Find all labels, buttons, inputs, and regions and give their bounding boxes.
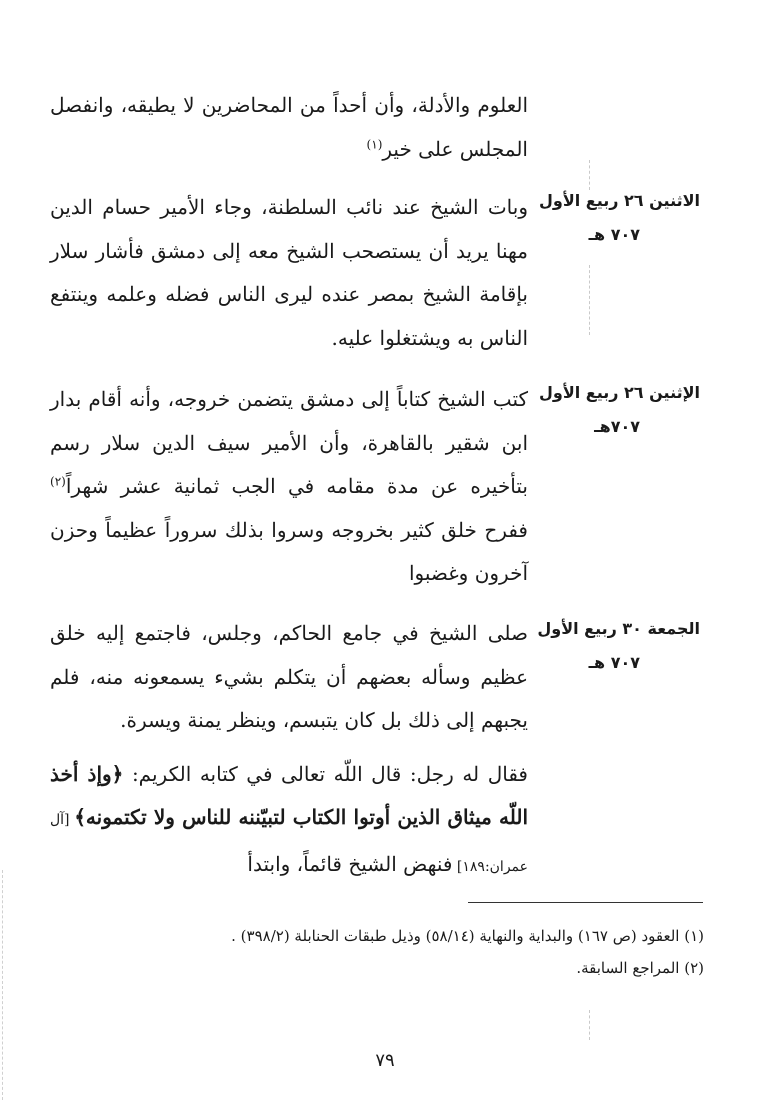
footnote: (٢) المراجع السابقة. bbox=[576, 959, 704, 977]
entry-date bbox=[525, 376, 700, 444]
entry-text bbox=[50, 186, 528, 360]
entry-date bbox=[525, 612, 700, 680]
date-day: الإثنين ٢٦ ربيع الأول bbox=[538, 383, 700, 402]
paragraph: صلى الشيخ في جامع الحاكم، وجلس، فاجتمع إليه خلق عظيم وسأله بعضهم أن يتكلم بشيء يسمعونه منه، فلم يجبهم إلى ذلك بل كان يتبسم، وينظر يمنة ويسرة. bbox=[50, 621, 528, 732]
page-number: ٧٩ bbox=[375, 1050, 395, 1071]
date-year: ٧٠٧هـ bbox=[594, 417, 640, 436]
date-year: ٧٠٧ هـ bbox=[588, 225, 640, 244]
entry-text bbox=[50, 378, 528, 596]
footnote-divider bbox=[468, 902, 703, 903]
quran-reference: [آل عمران:١٨٩] bbox=[50, 812, 528, 875]
paragraph: وبات الشيخ عند نائب السلطنة، وجاء الأمير حسام الدين مهنا يريد أن يستصحب الشيخ معه إلى دمشق فأشار سلار بإقامة الشيخ بمصر عنده ليرى الناس فضله وعلمه وينتفع الناس به ويشتغلوا عليه. bbox=[50, 195, 528, 350]
date-day: الاثنين ٢٦ ربيع الأول bbox=[538, 191, 700, 210]
scan-guide-line bbox=[589, 1010, 590, 1040]
date-year: ٧٠٧ هـ bbox=[588, 653, 640, 672]
footnote: (١) العقود (ص ١٦٧) والبداية والنهاية (٥٨/١٤) وذيل طبقات الحنابلة (٣٩٨/٢) . bbox=[231, 927, 704, 945]
footnotes bbox=[170, 920, 704, 984]
footnote-marker: (١) bbox=[366, 136, 383, 151]
date-day: الجمعة ٣٠ ربيع الأول bbox=[537, 619, 700, 638]
paragraph-quote: فقال له رجل: قال اللّه تعالى في كتابه الكريم: ﴿وإذ أخذ اللّه ميثاق الذين أوتوا الكتاب لتبيّننه للناس ولا تكتمونه﴾ [آل عمران:١٨٩] فنهض الشيخ قائماً، وابتدأ bbox=[50, 761, 529, 876]
entry-continuation bbox=[50, 84, 528, 171]
footnote-marker: (٢) bbox=[50, 474, 66, 489]
paragraph: كتب الشيخ كتاباً إلى دمشق يتضمن خروجه، وأنه أقام بدار ابن شقير بالقاهرة، وأن الأمير سيف الدين سلار رسم بتأخيره عن مدة مقامه في الجب ثمانية عشر شهراً$^{(٢)}$ ففرح خلق كثير بخروجه وسروا بذلك سروراً عظيماً وحزن آخرون وغضبوا bbox=[50, 387, 529, 585]
scan-edge-line bbox=[2, 870, 3, 1100]
paragraph: العلوم والأدلة، وأن أحداً من المحاضرين لا يطيقه، وانفصل المجلس على خير$^{(١)}$ bbox=[50, 93, 528, 161]
entry-text bbox=[50, 612, 528, 889]
quran-quote: ﴿وإذ أخذ اللّه ميثاق الذين أوتوا الكتاب لتبيّننه للناس ولا تكتمونه﴾ bbox=[50, 761, 529, 829]
entry-date bbox=[525, 184, 700, 252]
scan-guide-line bbox=[589, 265, 590, 335]
